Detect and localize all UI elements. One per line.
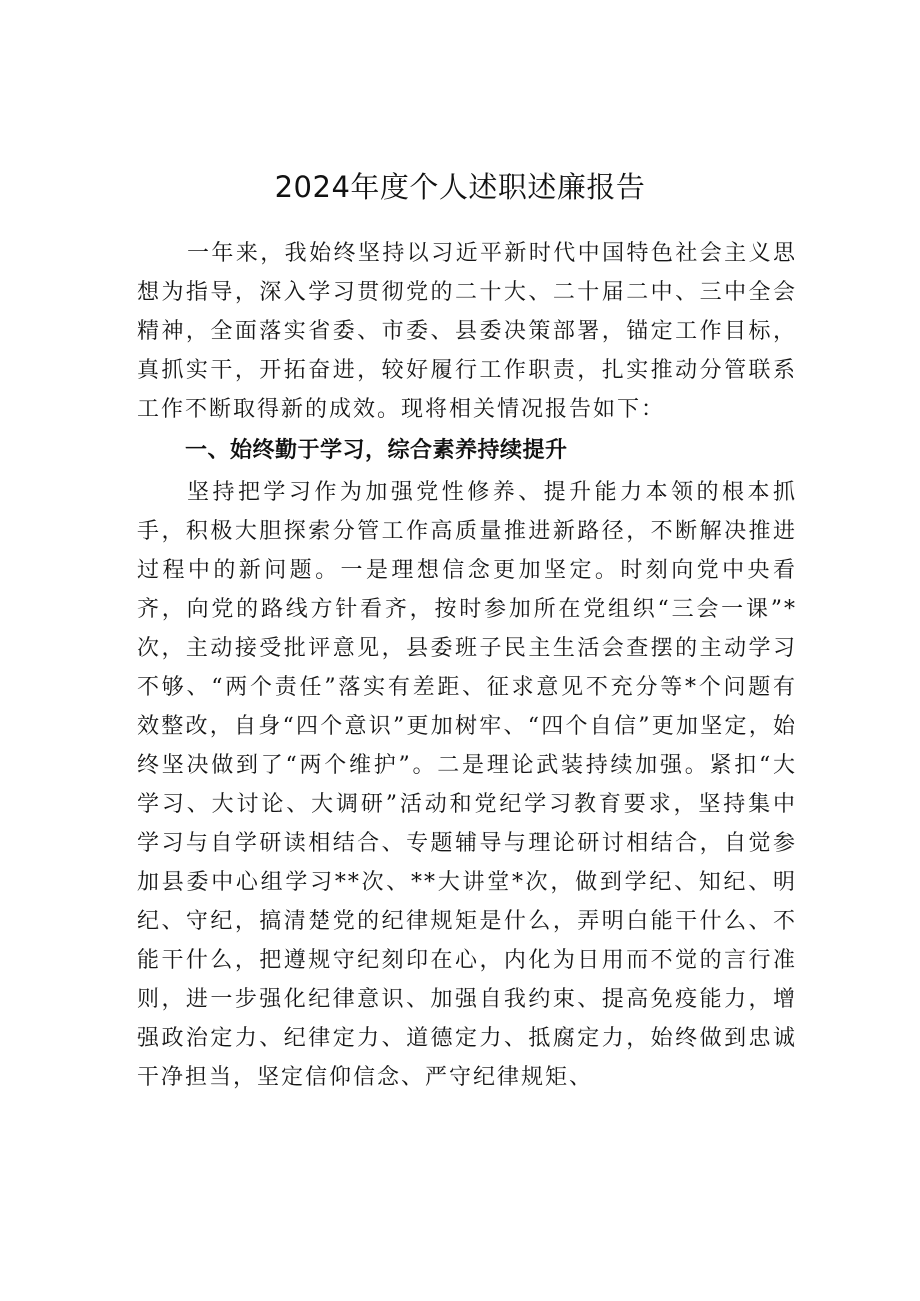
section-heading: 一、始终勤于学习，综合素养持续提升 bbox=[185, 438, 568, 463]
document-title: 2024年度个人述职述廉报告 bbox=[274, 170, 646, 204]
document-body bbox=[137, 234, 797, 1097]
intro-paragraph: 一年来，我始终坚持以习近平新时代中国特色社会主义思想为指导，深入学习贯彻党的二十大、二十届二中、三中全会精神，全面落实省委、市委、县委决策部署，锚定工作目标，真抓实干，开拓奋进，较好履行工作职责，扎实推动分管联系工作不断取得新的成效。现将相关情况报告如下： bbox=[137, 241, 797, 422]
section-paragraph: 坚持把学习作为加强党性修养、提升能力本领的根本抓手，积极大胆探索分管工作高质量推进新路径，不断解决推进过程中的新问题。一是理想信念更加坚定。时刻向党中央看齐，向党的路线方针看齐，按时参加所在党组织“三会一课”*次，主动接受批评意见，县委班子民主生活会查摆的主动学习不够、“两个责任”落实有差距、征求意见不充分等*个问题有效整改，自身“四个意识”更加树牢、“四个自信”更加坚定，始终坚决做到了“两个维护”。二是理论武装持续加强。紧扣“大学习、大讨论、大调研”活动和党纪学习教育要求，坚持集中学习与自学研读相结合、专题辅导与理论研讨相结合，自觉参加县委中心组学习**次、**大讲堂*次，做到学纪、知纪、明纪、守纪，搞清楚党的纪律规矩是什么，弄明白能干什么、不能干什么，把遵规守纪刻印在心，内化为日用而不觉的言行准则，进一步强化纪律意识、加强自我约束、提高免疫能力，增强政治定力、纪律定力、道德定力、抵腐定力，始终做到忠诚干净担当，坚定信仰信念、严守纪律规矩、 bbox=[137, 480, 797, 1090]
